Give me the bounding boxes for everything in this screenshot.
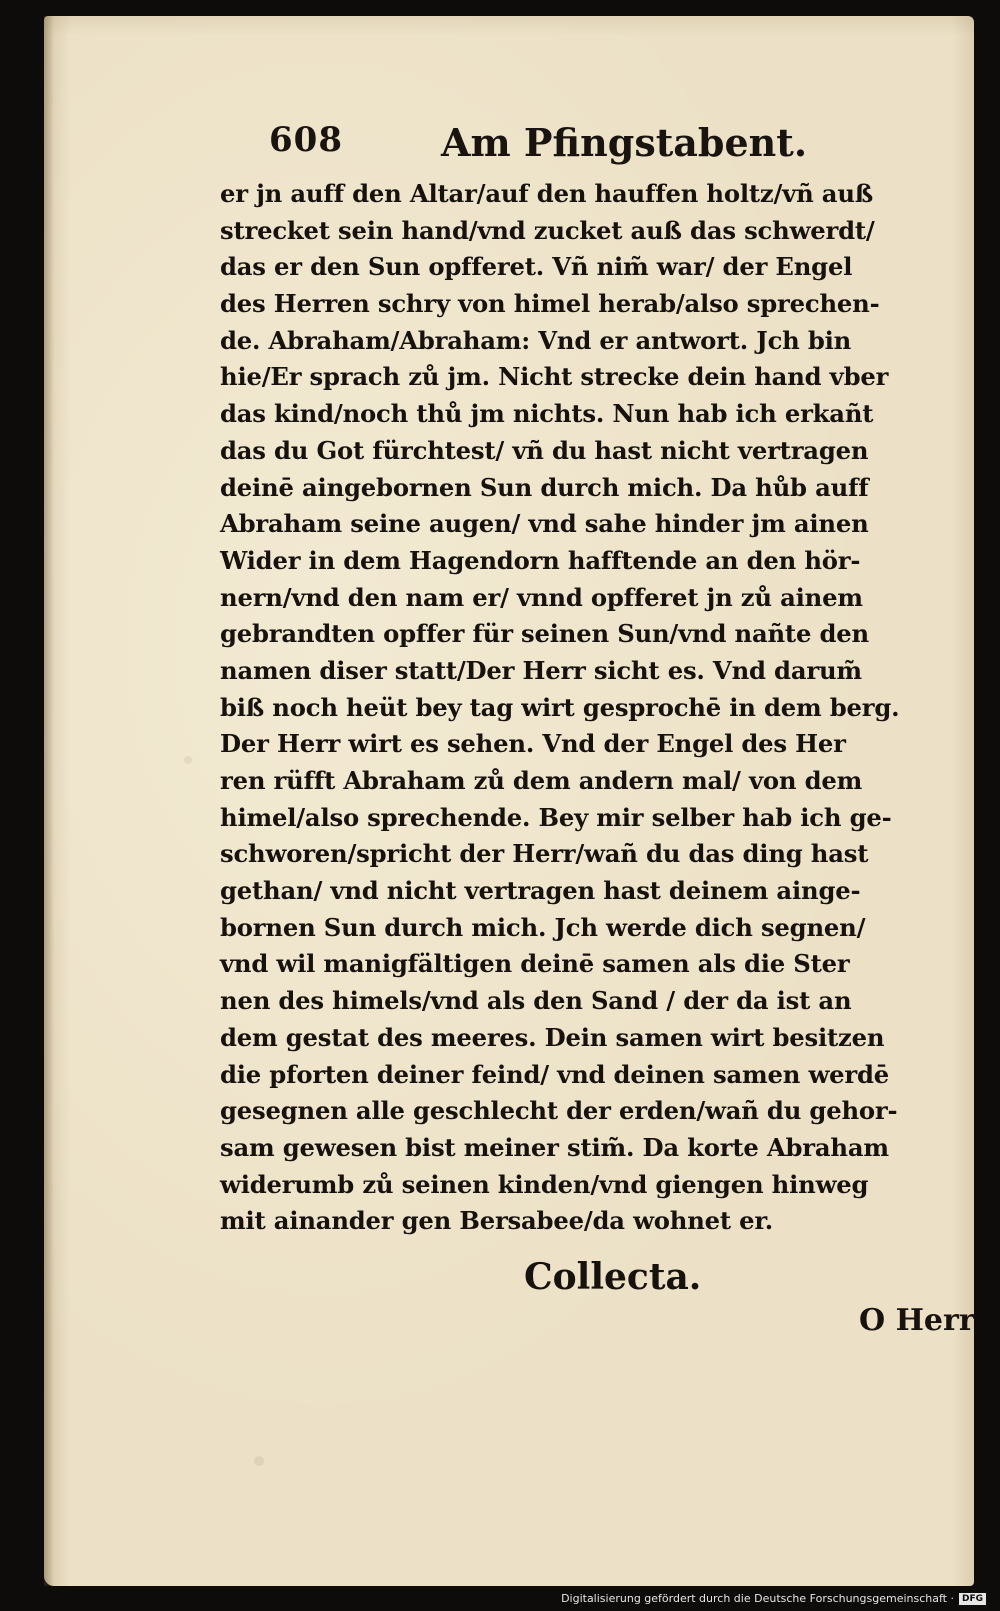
book-page xyxy=(44,16,974,1586)
section-heading: Collecta. xyxy=(524,1256,702,1298)
text-line: Der Herr wirt es sehen. Vnd der Engel des Her xyxy=(220,729,846,759)
digitization-footer xyxy=(561,1592,986,1605)
spine-shadow xyxy=(44,16,54,1586)
text-line: schworen/spricht der Herr/wañ du das ding hast xyxy=(220,839,869,869)
text-line: himel/also sprechende. Bey mir selber hab ich ge- xyxy=(220,802,892,832)
body-text xyxy=(220,176,990,1240)
paper-stain xyxy=(254,1456,264,1466)
text-line: das er den Sun opfferet. Vñ nim̃ war/ der Engel xyxy=(220,252,853,282)
paper-stain xyxy=(184,756,192,764)
text-line: hie/Er sprach zů jm. Nicht strecke dein hand vber xyxy=(220,362,889,392)
catchword: O Herr xyxy=(859,1303,975,1338)
text-line: des Herren schry von himel herab/also sprechen- xyxy=(220,289,880,319)
text-line: namen diser statt/Der Herr sicht es. Vnd darum̃ xyxy=(220,655,862,685)
text-line: nern/vnd den nam er/ vnnd opfferet jn zů ainem xyxy=(220,582,863,612)
page-header xyxy=(269,120,808,178)
text-line: mit ainander gen Bersabee/da wohnet er. xyxy=(220,1206,774,1236)
text-line: nen des himels/vnd als den Sand / der da ist an xyxy=(220,986,852,1016)
text-line: widerumb zů seinen kinden/vnd giengen hinweg xyxy=(220,1169,869,1199)
text-line: strecket sein hand/vnd zucket auß das schwerdt/ xyxy=(220,215,875,245)
text-line: sam gewesen bist meiner stim̃. Da korte Abraham xyxy=(220,1132,889,1162)
running-title: Am Pfingstabent. xyxy=(441,120,808,165)
text-line: deinē aingebornen Sun durch mich. Da hůb auff xyxy=(220,472,869,502)
text-line: biß noch heüt bey tag wirt gesprochē in dem berg. xyxy=(220,692,900,722)
dfg-logo: DFG xyxy=(959,1593,986,1605)
text-line: Abraham seine augen/ vnd sahe hinder jm ainen xyxy=(220,509,869,539)
text-line: das kind/noch thů jm nichts. Nun hab ich erkañt xyxy=(220,399,874,429)
text-line: de. Abraham/Abraham: Vnd er antwort. Jch bin xyxy=(220,325,852,355)
text-line: die pforten deiner feind/ vnd deinen samen werdē xyxy=(220,1059,890,1089)
text-line: er jn auff den Altar/auf den hauffen holtz/vñ auß xyxy=(220,179,874,208)
text-line: dem gestat des meeres. Dein samen wirt besitzen xyxy=(220,1022,885,1052)
text-line: ren rüfft Abraham zů dem andern mal/ von dem xyxy=(220,766,863,795)
text-line: Wider in dem Hagendorn hafftende an den hör- xyxy=(220,545,861,575)
text-line: gethan/ vnd nicht vertragen hast deinem ainge- xyxy=(220,876,861,906)
text-line: gebrandten opffer für seinen Sun/vnd nañte den xyxy=(220,619,869,649)
text-line: vnd wil manigfältigen deinē samen als die Ster xyxy=(220,949,850,979)
footer-credit: Digitalisierung gefördert durch die Deutsche Forschungsgemeinschaft · xyxy=(561,1592,954,1605)
page-number: 608 xyxy=(269,120,343,160)
text-line: gesegnen alle geschlecht der erden/wañ du gehor- xyxy=(220,1096,898,1126)
text-line: bornen Sun durch mich. Jch werde dich segnen/ xyxy=(220,912,866,942)
text-line: das du Got fürchtest/ vñ du hast nicht vertragen xyxy=(220,435,869,465)
